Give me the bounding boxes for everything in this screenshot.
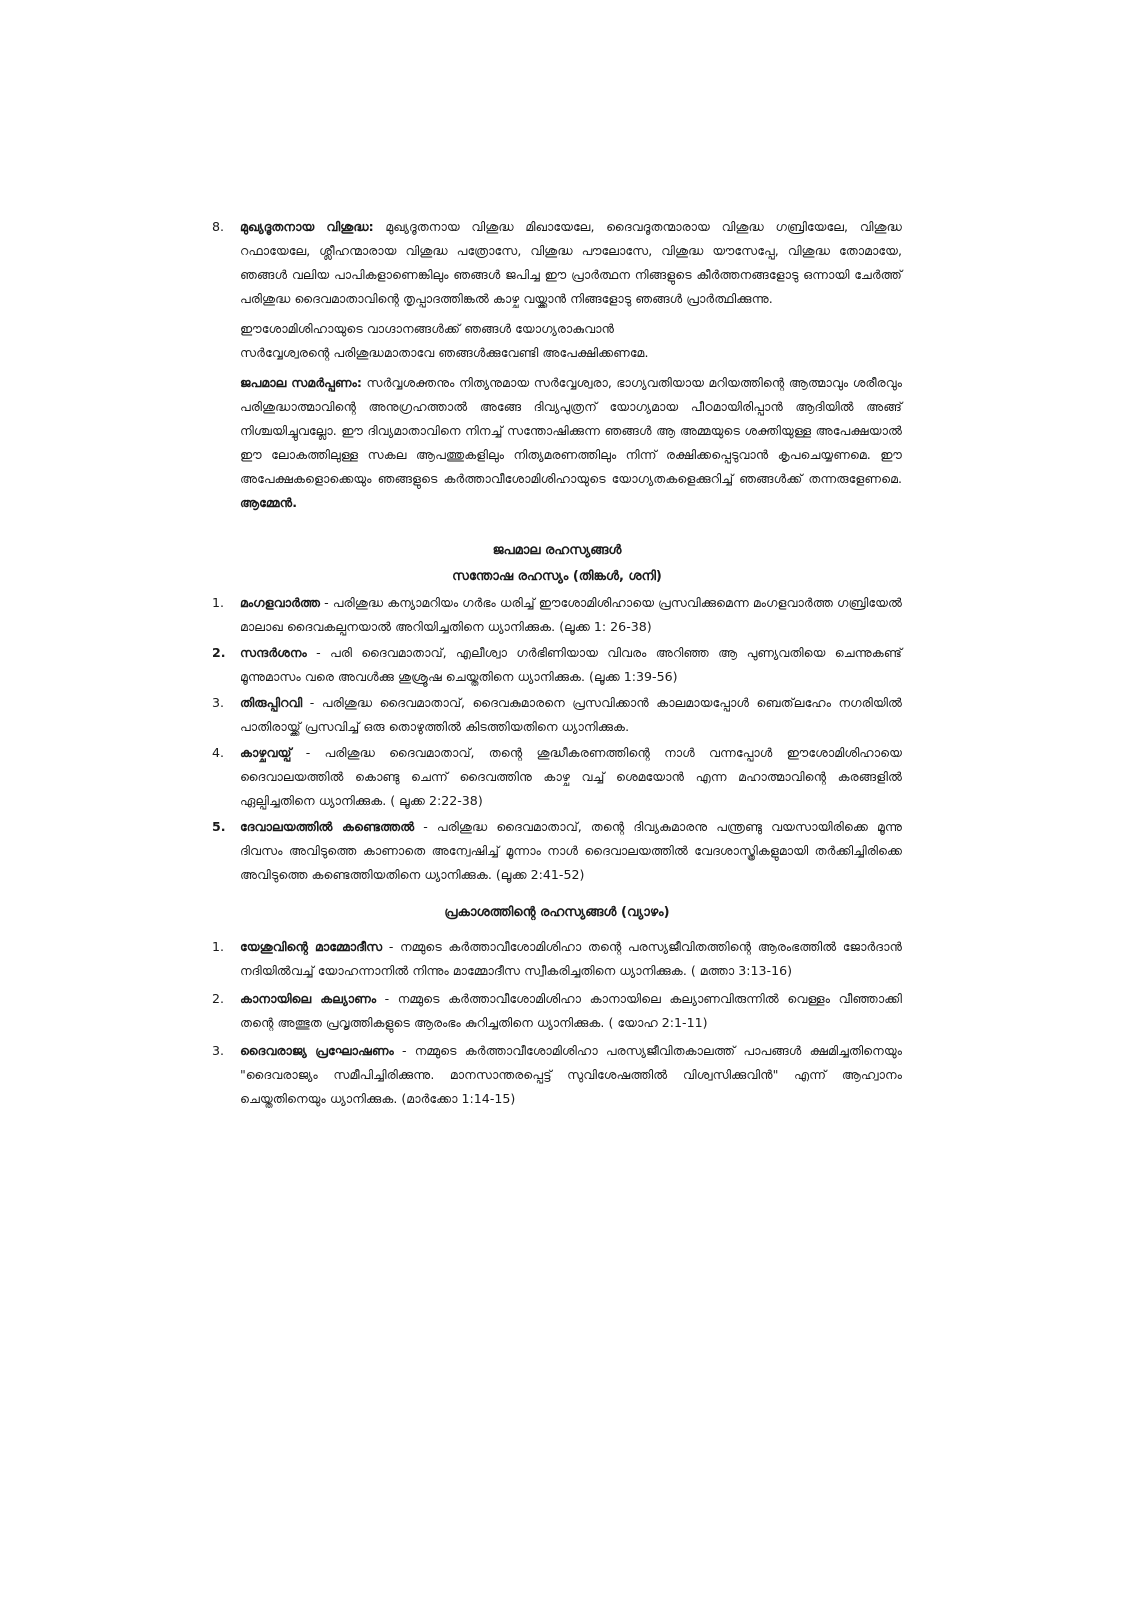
item-text: - പരിശുദ്ധ ദൈവമാതാവ്, ദൈവകുമാരനെ പ്രസവിക്കാൻ കാലമായപ്പോൾ ബെത്‌ലഹേം നഗരിയിൽ പാതിരായ്ക്ക് പ്രസവിച്ച് ഒരു തൊഴുത്തിൽ കിടത്തിയതിനെ ധ്യാനിക്കുക. (240, 695, 902, 734)
item-title: തിരുപ്പിറവി (240, 695, 303, 710)
joyful-heading: സന്തോഷ രഹസ്യം (തിങ്കൾ, ശനി) (452, 569, 662, 584)
item-title: കാഴ്ചവയ്പ് (240, 745, 292, 760)
item-number: 8. (212, 219, 225, 234)
list-item-8 (212, 215, 902, 311)
versicle-line-1: ഈശോമിശിഹായുടെ വാഗ്ദാനങ്ങൾക്ക് ഞങ്ങൾ യോഗ്യരാകുവാൻ (240, 321, 615, 336)
item-number: 3. (212, 1043, 225, 1058)
mysteries-heading: ജപമാല രഹസ്യങ്ങൾ (492, 543, 622, 558)
list-item (212, 741, 902, 813)
item-title: യേശുവിന്റെ മാമ്മോദീസ (240, 939, 383, 954)
rosary-offering (212, 371, 902, 515)
item-number: 2. (212, 991, 225, 1006)
item-title: സന്ദർശനം (240, 645, 307, 660)
list-item (212, 641, 902, 689)
offering-title: ജപമാല സമർപ്പണം: (240, 375, 362, 390)
list-item (212, 815, 902, 887)
offering-text: സർവ്വശക്തനും നിത്യനുമായ സർവ്വേശ്വരാ, ഭാഗ്യവതിയായ മറിയത്തിന്റെ ആത്മാവും ശരീരവും പരിശുദ്ധാത്മാവിന്റെ അനുഗ്രഹത്താൽ അങ്ങേ ദിവ്യപുത്രന് യോഗ്യമായ പീഠമായിരിപ്പാൻ ആദിയിൽ അങ്ങ് നിശ്ചയിച്ചുവല്ലോ. ഈ ദിവ്യമാതാവിനെ നിനച്ച് സന്തോഷിക്കുന്ന ഞങ്ങൾ ആ അമ്മയുടെ ശക്തിയുള്ള അപേക്ഷയാൽ ഈ ലോകത്തിലുള്ള സകല ആപത്തുകളിലും നിത്യമരണത്തിലും നിന്ന് രക്ഷിക്കപ്പെടുവാൻ കൃപചെയ്യണമെ. ഈ അപേക്ഷകളൊക്കെയും ഞങ്ങളുടെ കർത്താവീശോമിശിഹായുടെ യോഗ്യതകളെക്കുറിച്ച് ഞങ്ങൾക്ക് തന്നരുളേണമെ. (240, 375, 902, 486)
list-item (212, 591, 902, 639)
item-number: 3. (212, 695, 225, 710)
document-page (212, 215, 902, 1111)
item-title: ദേവാലയത്തിൽ കണ്ടെത്തൽ (240, 819, 415, 834)
item-title: ദൈവരാജ്യ പ്രഘോഷണം (240, 1043, 394, 1058)
item-text: - നമ്മുടെ കർത്താവീശോമിശിഹാ പരസ്യജീവിതകാലത്ത് പാപങ്ങൾ ക്ഷമിച്ചതിനെയും "ദൈവരാജ്യം സമീപിച്ചിരിക്കുന്നു. മാനസാന്തരപ്പെട്ട് സുവിശേഷത്തിൽ വിശ്വസിക്കുവിൻ" എന്ന് ആഹ്വാനം ചെയ്തതിനെയും ധ്യാനിക്കുക. (മാർക്കോ 1:14-15) (240, 1043, 903, 1106)
offering-amen: ആമ്മേൻ. (240, 495, 297, 510)
item-text: - പരിശുദ്ധ ദൈവമാതാവ്, തന്റെ ശുദ്ധീകരണത്തിന്റെ നാൾ വന്നപ്പോൾ ഈശോമിശിഹായെ ദൈവാലയത്തിൽ കൊണ്ടു ചെന്ന് ദൈവത്തിനു കാഴ്ച വച്ച് ശെമയോൻ എന്ന മഹാത്മാവിന്റെ കരങ്ങളിൽ ഏല്പിച്ചതിനെ ധ്യാനിക്കുക. ( ലൂക്ക 2:22-38) (240, 745, 902, 808)
list-item (212, 1039, 902, 1111)
item-number: 5. (212, 819, 226, 834)
item-text: - പരി ദൈവമാതാവ്, എലീശ്വാ ഗർഭിണിയായ വിവരം അറിഞ്ഞ ആ പുണ്യവതിയെ ചെന്നുകണ്ട് മൂന്നുമാസം വരെ അവൾക്കു ശുശ്രൂഷ ചെയ്തതിനെ ധ്യാനിക്കുക. (ലൂക്ക 1:39-56) (240, 645, 902, 684)
item-text: - നമ്മുടെ കർത്താവീശോമിശിഹാ തന്റെ പരസ്യജീവിതത്തിന്റെ ആരംഭത്തിൽ ജോർദാൻ നദിയിൽവച്ച് യോഹന്നാനിൽ നിന്നും മാമ്മോദീസ സ്വീകരിച്ചതിനെ ധ്യാനിക്കുക. ( മത്താ 3:13-16) (240, 939, 902, 978)
joyful-list (212, 591, 902, 887)
item-text: - നമ്മുടെ കർത്താവീശോമിശിഹാ കാനായിലെ കല്യാണവിരുന്നിൽ വെള്ളം വീഞ്ഞാക്കി തന്റെ അത്ഭുത പ്രവൃത്തികളുടെ ആരംഭം കുറിച്ചതിനെ ധ്യാനിക്കുക. ( യോഹ 2:1-11) (240, 991, 902, 1030)
versicle (212, 317, 902, 365)
item-text: - പരിശുദ്ധ കന്യാമറിയം ഗർഭം ധരിച്ച് ഈശോമിശിഹായെ പ്രസവിക്കുമെന്ന മംഗളവാർത്ത ഗബ്രിയേൽ മാലാഖ ദൈവകല്പനയാൽ അറിയിച്ചതിനെ ധ്യാനിക്കുക. (ലൂക്ക 1: 26-38) (240, 595, 902, 634)
list-item (212, 691, 902, 739)
item-text: - പരിശുദ്ധ ദൈവമാതാവ്, തന്റെ ദിവ്യകുമാരനു പന്ത്രണ്ടു വയസായിരിക്കെ മൂന്നു ദിവസം അവിടുത്തെ കാണാതെ അന്വേഷിച്ച് മൂന്നാം നാൾ ദൈവാലയത്തിൽ വേദശാസ്ത്രികളുമായി തർക്കിച്ചിരിക്കെ അവിടുത്തെ കണ്ടെത്തിയതിനെ ധ്യാനിക്കുക. (ലൂക്ക 2:41-52) (240, 819, 903, 882)
luminous-heading: പ്രകാശത്തിന്റെ രഹസ്യങ്ങൾ (വ്യാഴം) (444, 905, 670, 920)
item-number: 2. (212, 645, 226, 660)
luminous-list (212, 935, 902, 1111)
item-number: 1. (212, 939, 225, 954)
item-title: മംഗളവാർത്ത (240, 595, 321, 610)
versicle-line-2: സർവ്വേശ്വരന്റെ പരിശുദ്ധമാതാവേ ഞങ്ങൾക്കുവേണ്ടി അപേക്ഷിക്കണമേ. (240, 345, 649, 360)
item-text: മുഖ്യദൂതനായ വിശുദ്ധ മിഖായേലേ, ദൈവദൂതന്മാരായ വിശുദ്ധ ഗബ്രിയേലേ, വിശുദ്ധ റഫായേലേ, ശ്ലീഹന്മാരായ വിശുദ്ധ പത്രോസേ, വിശുദ്ധ പൗലോസേ, വിശുദ്ധ യൗസേപ്പേ, വിശുദ്ധ തോമായേ, ഞങ്ങൾ വലിയ പാപികളാണെങ്കിലും ഞങ്ങൾ ജപിച്ച ഈ പ്രാർത്ഥന നിങ്ങളുടെ കീർത്തനങ്ങളോടു ഒന്നായി ചേർത്ത് പരിശുദ്ധ ദൈവമാതാവിന്റെ തൃപ്പാദത്തിങ്കൽ കാഴ്ച വയ്ക്കാൻ നിങ്ങളോടു ഞങ്ങൾ പ്രാർത്ഥിക്കുന്നു. (240, 219, 902, 306)
item-title: കാനായിലെ കല്യാണം (240, 991, 377, 1006)
list-item (212, 935, 902, 983)
item-number: 4. (212, 745, 225, 760)
list-item (212, 987, 902, 1035)
item-title: മുഖ്യദൂതനായ വിശുദ്ധ: (240, 219, 374, 234)
item-number: 1. (212, 595, 225, 610)
